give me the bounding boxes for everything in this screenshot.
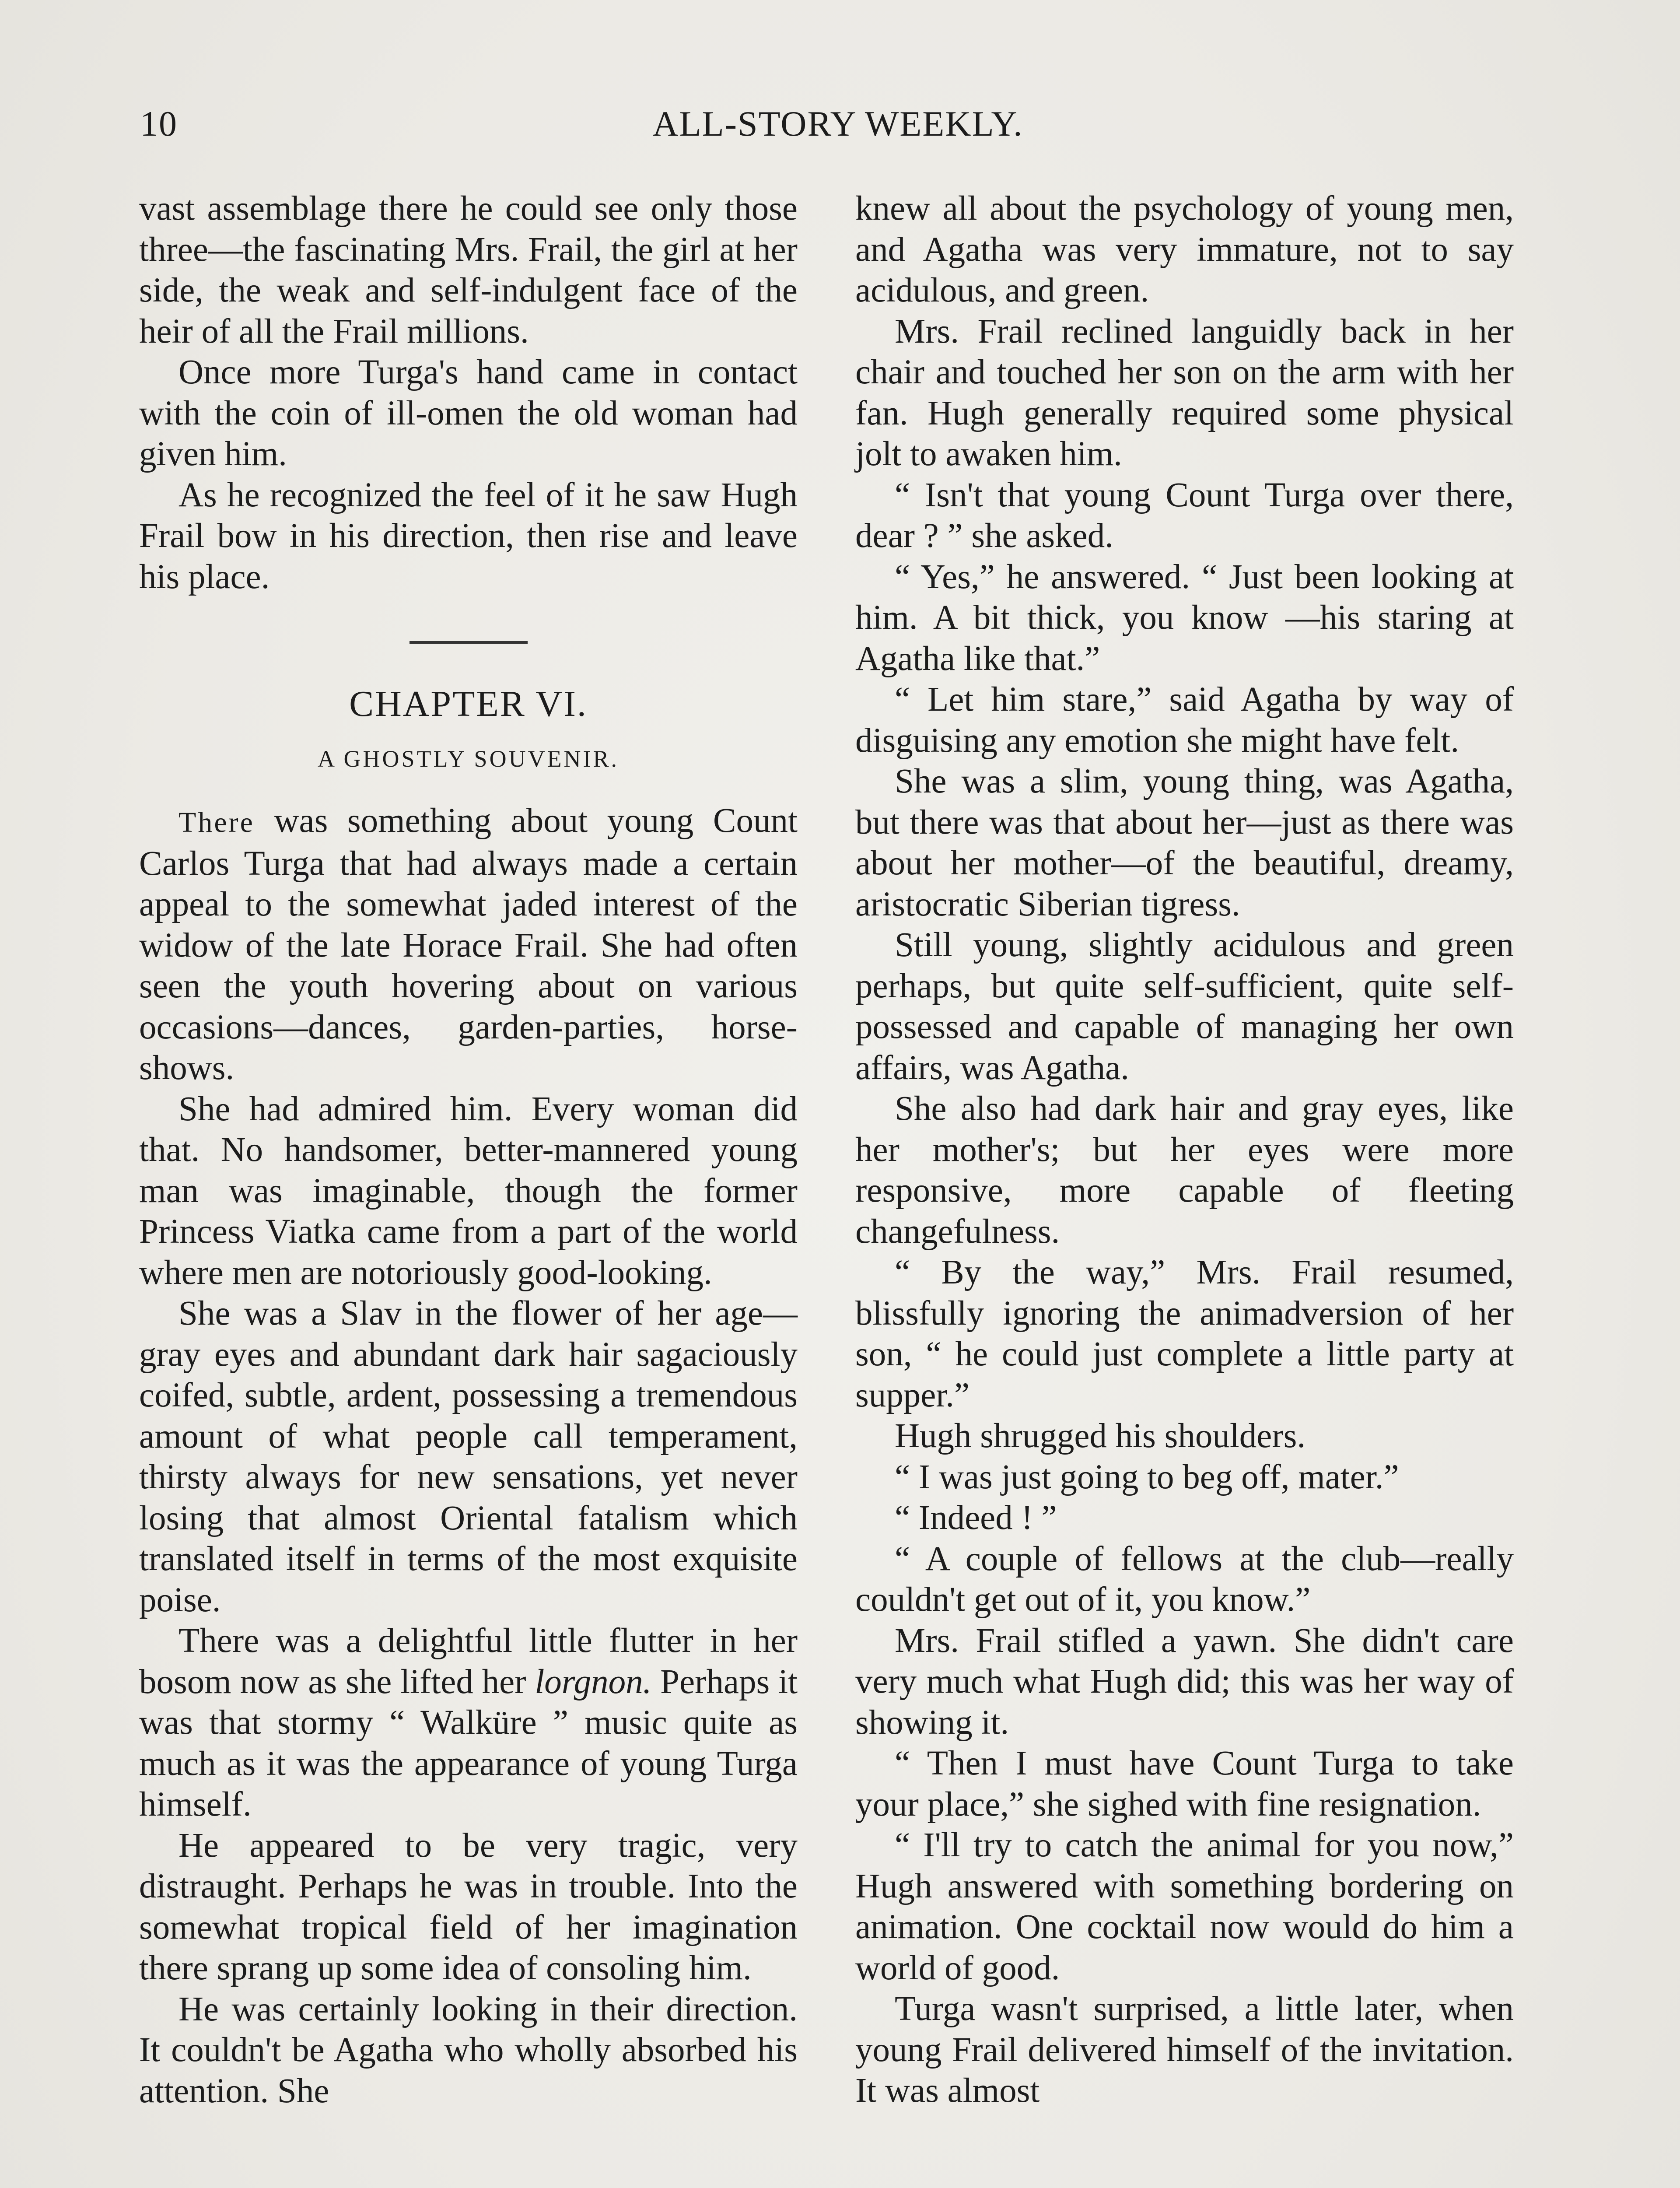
paragraph-text: There was a delightful little flutter in her bosom now as she lifted her	[139, 1622, 798, 1701]
paragraph: She also had dark hair and gray eyes, like her mother's; but her eyes were more responsive, more capable of fleeting changefulness.	[855, 1090, 1514, 1251]
paragraph: “ I was just going to beg off, mater.”	[895, 1458, 1399, 1496]
paragraph: Still young, slightly acidulous and green perhaps, but quite self-sufficient, quite self-possessed and capable of managing her own affairs, was Agatha.	[855, 926, 1514, 1087]
paragraph: He appeared to be very tragic, very distraught. Perhaps he was in trouble. Into the somewhat tropical field of her imagination there sprang up some idea of consoling him.	[139, 1826, 798, 1987]
section-divider	[410, 641, 528, 644]
chapter-heading: CHAPTER VI.	[349, 684, 588, 724]
paragraph: “ Then I must have Count Turga to take your place,” she sighed with fine resignation.	[855, 1744, 1514, 1823]
paragraph: “ Yes,” he answered. “ Just been looking at him. A bit thick, you know —his staring at Agatha like that.”	[855, 558, 1514, 678]
paragraph: “ I'll try to catch the animal for you now,” Hugh answered with something bordering on animation. One cocktail now would do him a world of good.	[855, 1826, 1514, 1987]
paragraph: She was a slim, young thing, was Agatha, but there was that about her—just as there was about her mother—of the beautiful, dreamy, aristocratic Siberian tigress.	[855, 762, 1514, 923]
paragraph: “ By the way,” Mrs. Frail resumed, blissfully ignoring the animadversion of her son, “ he could just complete a little party at supper.”	[855, 1253, 1514, 1414]
paragraph	[139, 1620, 798, 1825]
italic-word: lorgnon.	[535, 1662, 652, 1701]
paragraph: “ A couple of fellows at the club—really couldn't get out of it, you know.”	[855, 1539, 1514, 1619]
paragraph: Once more Turga's hand came in contact with the coin of ill-omen the old woman had given him.	[139, 353, 798, 473]
running-head	[140, 103, 1536, 151]
chapter-subtitle: A GHOSTLY SOUVENIR.	[317, 746, 620, 772]
paragraph: Turga wasn't surprised, a little later, when young Frail delivered himself of the invitation. It was almost	[855, 1990, 1514, 2110]
paragraph: vast assemblage there he could see only those three—the fascinating Mrs. Frail, the girl at her side, the weak and self-indulgent face of the heir of all the Frail millions.	[139, 189, 798, 351]
paragraph: Hugh shrugged his shoulders.	[895, 1417, 1306, 1455]
paragraph: “ Let him stare,” said Agatha by way of disguising any emotion she might have felt.	[855, 680, 1514, 760]
left-column	[139, 188, 798, 2111]
paragraph: He was certainly looking in their direction. It couldn't be Agatha who wholly absorbed his attention. She	[139, 1990, 798, 2110]
paragraph-text: was something about young Count Carlos Turga that had always made a certain appeal to the somewhat jaded interest of the widow of the late Horace Frail. She had often seen the youth hovering about on various occasions—dances, garden-parties, horse-shows.	[139, 802, 798, 1087]
paragraph: She had admired him. Every woman did that. No handsomer, better-mannered young man was imaginable, though the former Princess Viatka came from a part of the world where men are notoriously good-looking.	[139, 1090, 798, 1292]
paragraph: She was a Slav in the flower of her age—gray eyes and abundant dark hair sagaciously coifed, subtle, ardent, possessing a tremendous amount of what people call temperament, thirsty always for new sensations, yet never losing that almost Oriental fatalism which translated itself in terms of the most exquisite poise.	[139, 1294, 798, 1619]
paragraph	[139, 800, 798, 1089]
right-column	[855, 188, 1514, 2111]
paragraph: “ Isn't that young Count Turga over there, dear ? ” she asked.	[855, 476, 1514, 555]
paragraph: “ Indeed ! ”	[895, 1499, 1057, 1537]
page-number: 10	[140, 104, 178, 144]
paragraph: knew all about the psychology of young men, and Agatha was very immature, not to say acidulous, and green.	[855, 189, 1514, 309]
paragraph-text: Perhaps it was that stormy “ Walküre ” music quite as much as it was the appearance of young Turga himself.	[139, 1662, 798, 1823]
paragraph: Mrs. Frail stifled a yawn. She didn't care very much what Hugh did; this was her way of showing it.	[855, 1621, 1514, 1742]
magazine-title: ALL-STORY WEEKLY.	[652, 104, 1023, 144]
paragraph: As he recognized the feel of it he saw Hugh Frail bow in his direction, then rise and leave his place.	[139, 476, 798, 596]
paragraph: Mrs. Frail reclined languidly back in her chair and touched her son on the arm with her fan. Hugh generally required some physical jolt to awaken him.	[855, 312, 1514, 473]
drop-word: There	[178, 806, 255, 838]
